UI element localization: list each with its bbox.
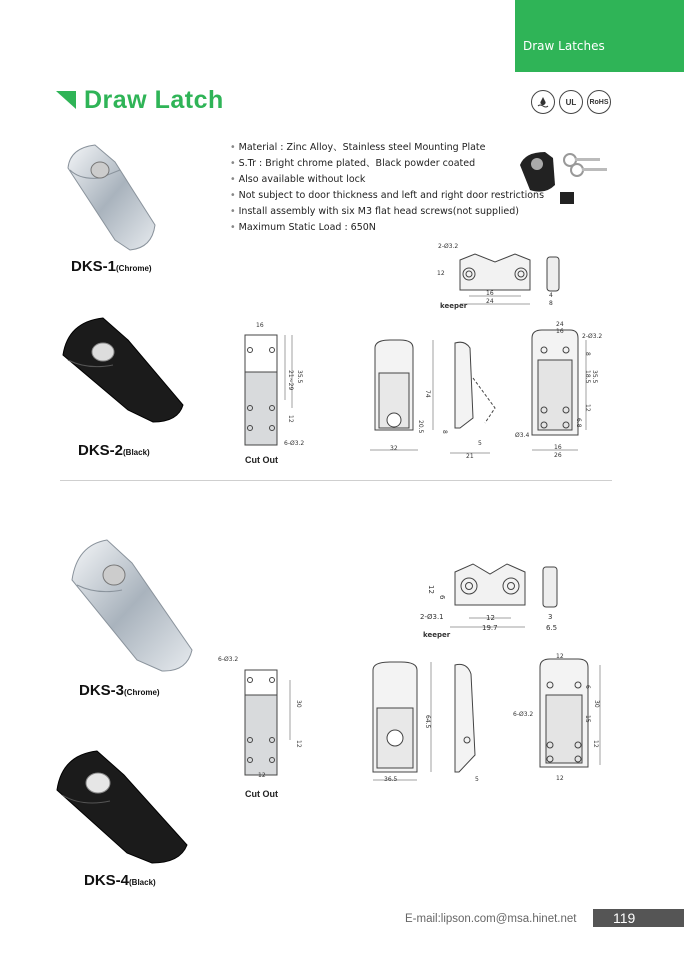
product-photo-dks-2 — [58, 310, 188, 425]
section-tab — [515, 0, 684, 72]
feature-list — [230, 140, 544, 236]
page-title: Draw Latch — [84, 86, 224, 114]
footer-email: E-mail:lipson.com@msa.hinet.net — [405, 913, 577, 925]
front-drawing-top — [365, 338, 445, 458]
back-drawing-top — [520, 320, 610, 460]
model-label-dks-1: DKS-1(Chrome) — [71, 258, 152, 275]
water-resistant-icon — [531, 90, 555, 114]
keeper-label-bottom: keeper — [423, 631, 451, 639]
feature-item: • Maximum Static Load : 650N — [230, 220, 544, 236]
cutout-label-bottom: Cut Out — [245, 789, 278, 799]
side-drawing-bottom — [445, 660, 495, 785]
cutout-label-top: Cut Out — [245, 455, 278, 465]
product-photo-dks-4 — [52, 745, 192, 865]
model-label-dks-2: DKS-2(Black) — [78, 442, 150, 459]
model-label-dks-4: DKS-4(Black) — [84, 872, 156, 889]
feature-item: • Install assembly with six M3 flat head screws(not supplied) — [230, 204, 544, 220]
feature-item: • Also available without lock — [230, 172, 544, 188]
keeper-label-top: keeper — [440, 302, 468, 310]
product-photo-dks-3 — [62, 535, 197, 675]
cutout-drawing-bottom — [240, 665, 300, 780]
rohs-cert-badge: RoHS — [587, 90, 611, 114]
back-drawing-bottom — [530, 655, 610, 780]
keeper-side-bottom — [540, 565, 565, 615]
front-drawing-bottom — [365, 660, 445, 785]
title-marker-icon — [56, 91, 76, 109]
model-label-dks-3: DKS-3(Chrome) — [79, 682, 160, 699]
feature-item: • Not subject to door thickness and left and right door restrictions — [230, 188, 544, 204]
ul-cert-badge: UL — [559, 90, 583, 114]
accessory-photo — [515, 140, 615, 210]
feature-item: • S.Tr : Bright chrome plated、Black powder coated — [230, 156, 544, 172]
keeper-drawing-top — [455, 250, 535, 310]
feature-item: • Material : Zinc Alloy、Stainless steel Mounting Plate — [230, 140, 544, 156]
section-tab-label: Draw Latches — [523, 39, 605, 53]
product-photo-dks-1 — [60, 140, 160, 255]
page-number: 119 — [593, 909, 684, 927]
section-divider — [60, 480, 612, 481]
keeper-side-top — [545, 255, 565, 305]
